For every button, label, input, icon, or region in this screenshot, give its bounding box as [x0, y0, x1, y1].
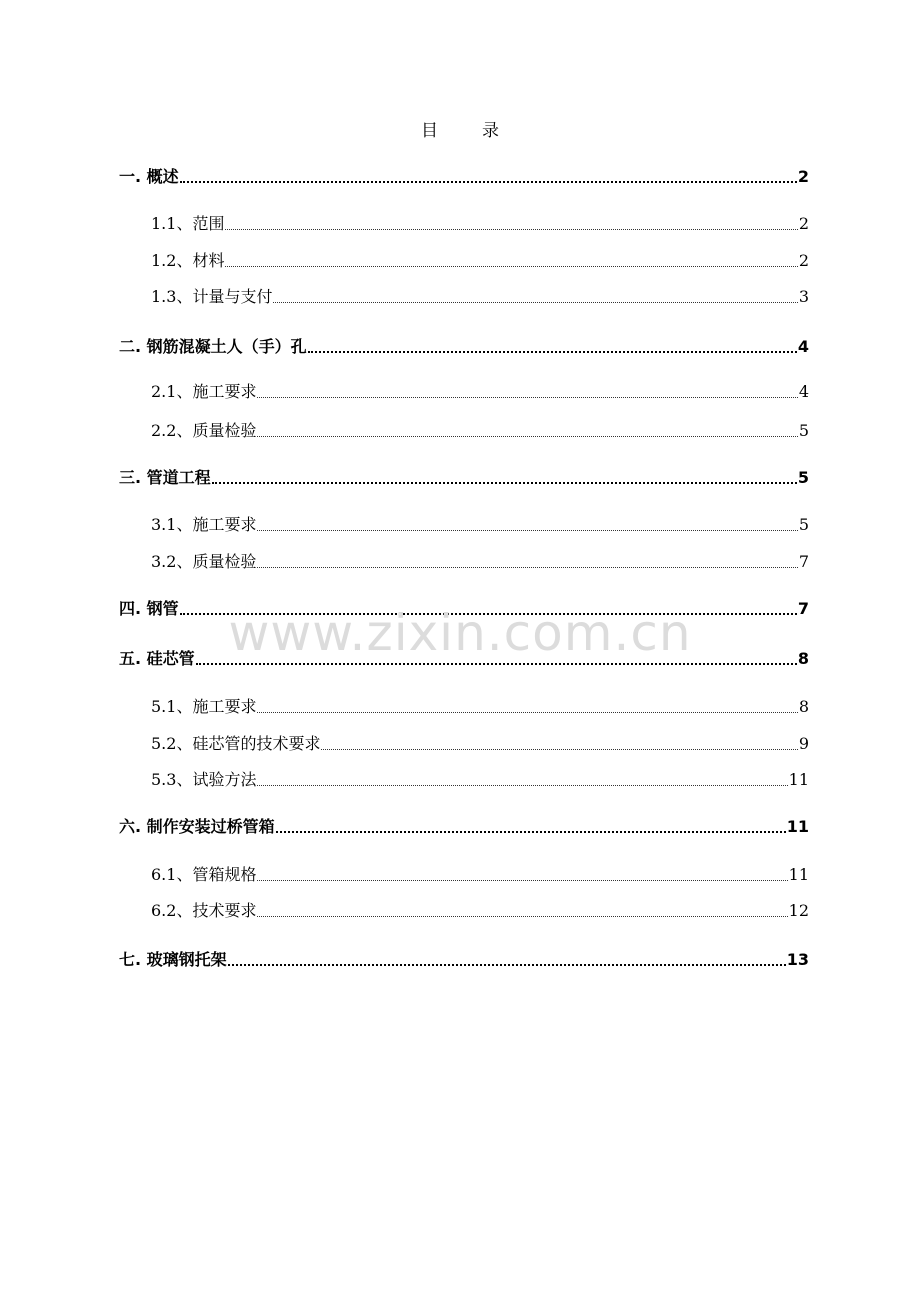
- toc-page-number: 2: [798, 214, 809, 233]
- toc-subsection-row[interactable]: [151, 420, 809, 442]
- toc-page-number: 4: [798, 382, 809, 401]
- toc-dot-leader: [225, 229, 797, 230]
- toc-dot-leader: [257, 785, 787, 786]
- toc-page-number: 3: [798, 287, 809, 306]
- toc-dot-leader: [228, 964, 786, 966]
- toc-subsection-row[interactable]: [151, 864, 809, 886]
- toc-dot-leader: [257, 567, 797, 568]
- toc-page-number: 12: [788, 901, 809, 920]
- toc-entry-label: 四. 钢管: [119, 599, 179, 618]
- toc-entry-label: 七. 玻璃钢托架: [119, 950, 227, 969]
- toc-dot-leader: [196, 663, 797, 665]
- toc-dot-leader: [212, 482, 797, 484]
- toc-section-row[interactable]: [119, 816, 809, 838]
- toc-entry-label: 二. 钢筋混凝土人（手）孔: [119, 337, 307, 356]
- toc-dot-leader: [257, 880, 787, 881]
- toc-dot-leader: [273, 302, 797, 303]
- title-char-1: 目: [421, 121, 438, 141]
- toc-subsection-row[interactable]: [151, 769, 809, 791]
- toc-entry-label: 6.1、管箱规格: [151, 865, 257, 884]
- toc-entry-label: 2.2、质量检验: [151, 421, 257, 440]
- watermark: www.zixin.com.cn: [228, 604, 692, 662]
- toc-dot-leader: [257, 530, 797, 531]
- toc-entry-label: 一. 概述: [119, 167, 179, 186]
- toc-section-row[interactable]: [119, 336, 809, 358]
- toc-section-row[interactable]: [119, 166, 809, 188]
- toc-entry-label: 5.3、试验方法: [151, 770, 257, 789]
- toc-page-number: 5: [798, 421, 809, 440]
- toc-entry-label: 1.2、材料: [151, 251, 225, 270]
- toc-page-number: 11: [786, 817, 809, 836]
- toc-page-number: 13: [786, 950, 809, 969]
- toc-dot-leader: [321, 749, 797, 750]
- toc-subsection-row[interactable]: [151, 900, 809, 922]
- toc-entry-label: 3.2、质量检验: [151, 552, 257, 571]
- toc-entry-label: 五. 硅芯管: [119, 649, 195, 668]
- toc-page-number: 8: [798, 697, 809, 716]
- title-char-2: 录: [482, 121, 499, 141]
- toc-entry-label: 5.1、施工要求: [151, 697, 257, 716]
- toc-dot-leader: [257, 436, 797, 437]
- toc-page-number: 2: [797, 167, 809, 186]
- toc-page-number: 4: [797, 337, 809, 356]
- toc-page-number: 5: [798, 515, 809, 534]
- toc-dot-leader: [225, 266, 797, 267]
- toc-page-number: 9: [798, 734, 809, 753]
- toc-entry-label: 3.1、施工要求: [151, 515, 257, 534]
- toc-page-number: 8: [797, 649, 809, 668]
- toc-section-row[interactable]: [119, 949, 809, 971]
- toc-page-number: 11: [788, 865, 809, 884]
- toc-page-number: 7: [797, 599, 809, 618]
- toc-dot-leader: [257, 397, 797, 398]
- toc-dot-leader: [257, 712, 797, 713]
- toc-subsection-row[interactable]: [151, 733, 809, 755]
- toc-entry-label: 1.1、范围: [151, 214, 225, 233]
- toc-subsection-row[interactable]: [151, 250, 809, 272]
- toc-page-number: 2: [798, 251, 809, 270]
- toc-subsection-row[interactable]: [151, 551, 809, 573]
- toc-subsection-row[interactable]: [151, 213, 809, 235]
- toc-dot-leader: [257, 916, 787, 917]
- toc-page-number: 5: [797, 468, 809, 487]
- toc-entry-label: 5.2、硅芯管的技术要求: [151, 734, 321, 753]
- toc-subsection-row[interactable]: [151, 381, 809, 403]
- toc-entry-label: 6.2、技术要求: [151, 901, 257, 920]
- toc-dot-leader: [308, 351, 797, 353]
- toc-page-number: 7: [798, 552, 809, 571]
- toc-dot-leader: [276, 831, 786, 833]
- toc-entry-label: 三. 管道工程: [119, 468, 211, 487]
- toc-dot-leader: [180, 181, 797, 183]
- toc-subsection-row[interactable]: [151, 696, 809, 718]
- toc-entry-label: 2.1、施工要求: [151, 382, 257, 401]
- toc-subsection-row[interactable]: [151, 286, 809, 308]
- toc-subsection-row[interactable]: [151, 514, 809, 536]
- toc-page-number: 11: [788, 770, 809, 789]
- toc-section-row[interactable]: [119, 467, 809, 489]
- toc-entry-label: 六. 制作安装过桥管箱: [119, 817, 275, 836]
- toc-entry-label: 1.3、计量与支付: [151, 287, 273, 306]
